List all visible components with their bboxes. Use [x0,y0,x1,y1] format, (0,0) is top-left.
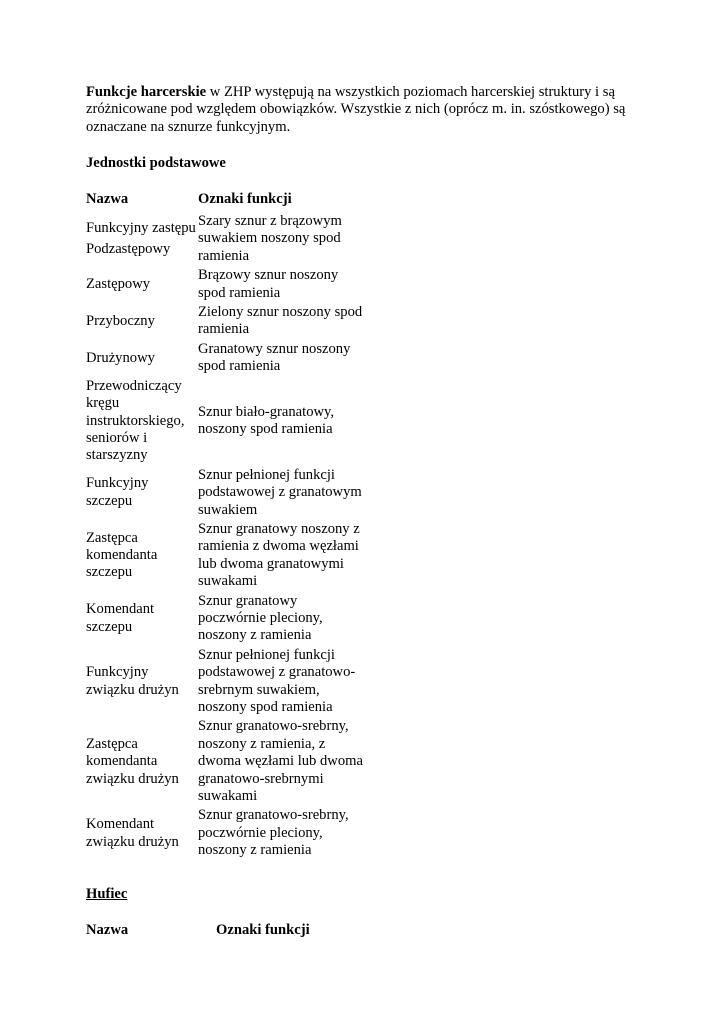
section-title-basic-units: Jednostki podstawowe [86,155,226,172]
role-name: Funkcyjny związku drużyn [86,664,179,698]
role-insignia: Sznur granatowo-srebrny, noszony z ramienia, z dwoma węzłami lub dwoma granatowo-srebrnymi suwakami [198,718,363,805]
table-row [86,341,368,378]
role-name: Komendant związku drużyn [86,816,179,850]
column-header-name: Nazwa [86,190,129,207]
role-insignia: Szary sznur z brązowym suwakiem noszony spod ramienia [198,213,342,264]
role-insignia: Sznur pełnionej funkcji podstawowej z granatowo-srebrnym suwakiem, noszony spod ramienia [198,646,356,715]
table-row [86,807,368,861]
role-name: Drużynowy [86,349,155,366]
role-name [86,213,198,267]
intro-text: w ZHP występują na wszystkich poziomach harcerskiej struktury i są zróżnicowane pod względem obowiązków. Wszystkie z nich (oprócz m. in. szóstkowego) są oznaczane na sznurze funkcyjnym. [86,84,626,135]
role-insignia: Sznur biało-granatowy, noszony spod ramienia [198,403,335,438]
table-header [86,191,646,208]
role-name: Komendant szczepu [86,601,155,635]
table-row [86,593,368,647]
document-page [86,84,646,939]
table-row [86,647,368,719]
table-row [86,378,368,467]
role-name-secondary: Podzastępowy [86,240,171,257]
role-insignia: Sznur pełnionej funkcji podstawowej z granatowym suwakiem [198,466,362,518]
table-header-hufiec [86,922,646,939]
role-name: Zastępowy [86,275,151,292]
table-row [86,467,368,521]
intro-paragraph [86,84,646,136]
table-row [86,304,368,341]
table-row [86,213,368,267]
role-name-primary: Funkcyjny zastępu [86,220,196,237]
role-insignia: Sznur granatowo-srebrny, poczwórnie pleciony, noszony z ramienia [198,807,349,859]
role-name: Przewodniczący kręgu instruktorskiego, seniorów i starszyzny [86,377,185,464]
table-row [86,267,368,304]
column-header-insignia: Oznaki funkcji [198,190,292,207]
column-header-insignia: Oznaki funkcji [216,922,310,939]
column-header-name: Nazwa [86,922,129,939]
roles-table [86,213,368,862]
role-insignia: Sznur granatowy poczwórnie pleciony, noszony z ramienia [198,592,323,644]
table-row [86,718,368,807]
section-title-hufiec: Hufiec [86,885,128,902]
role-insignia: Granatowy sznur noszony spod ramienia [198,340,351,375]
role-name: Zastępca komendanta związku drużyn [86,735,179,787]
role-insignia: Brązowy sznur noszony spod ramienia [198,267,339,301]
role-insignia: Sznur granatowy noszony z ramienia z dwoma węzłami lub dwoma granatowymi suwakami [198,520,360,590]
table-row [86,521,368,593]
role-insignia: Zielony sznur noszony spod ramienia [198,304,363,338]
role-name: Funkcyjny szczepu [86,475,149,509]
role-name: Przyboczny [86,312,155,329]
intro-bold-term: Funkcje harcerskie [86,84,207,100]
role-name: Zastępca komendanta szczepu [86,529,158,581]
